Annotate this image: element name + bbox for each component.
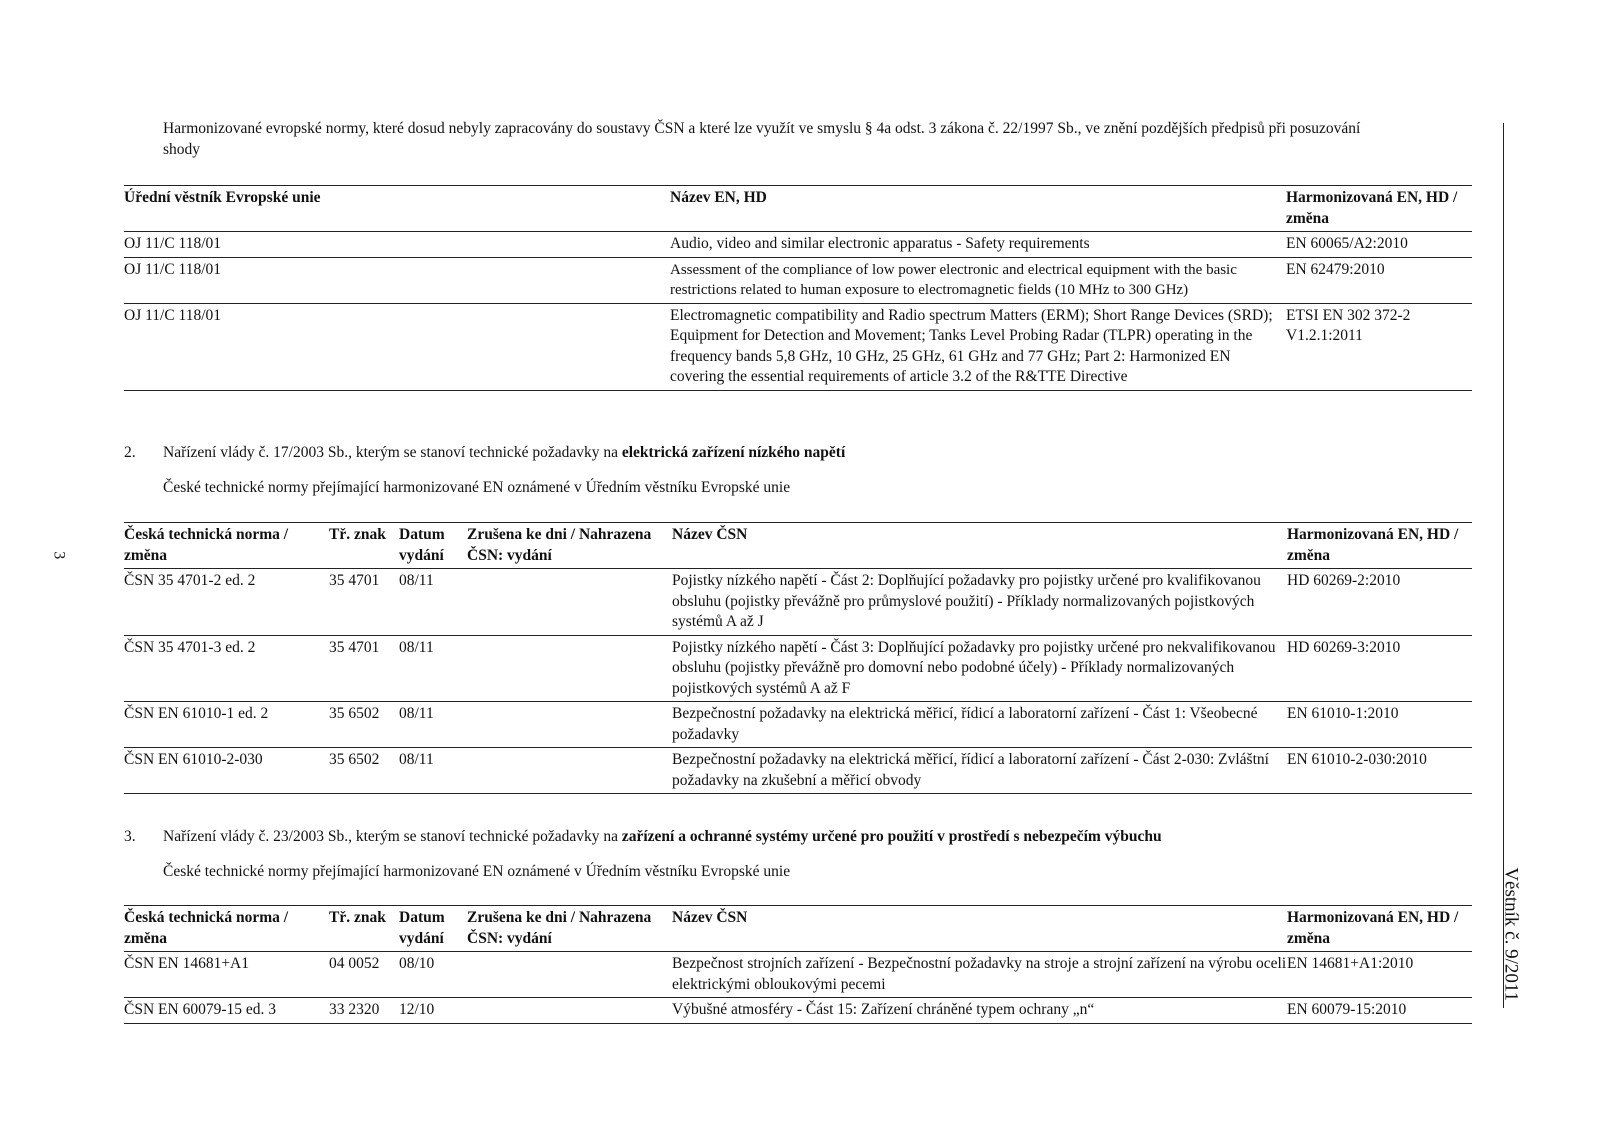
header-title: Název ČSN xyxy=(672,909,748,926)
cell-norm: ČSN EN 60079-15 ed. 3 xyxy=(124,1001,276,1018)
table-row xyxy=(124,257,1472,303)
header-date: Datum vydání xyxy=(399,909,445,947)
cell-date: 08/11 xyxy=(399,751,434,768)
section-number: 3. xyxy=(124,828,136,845)
header-norm: Česká technická norma / změna xyxy=(124,526,289,564)
table-header-row xyxy=(124,523,1472,569)
cell-class: 35 4701 xyxy=(329,638,380,656)
cell-title: Pojistky nízkého napětí - Část 2: Doplňující požadavky pro pojistky určené pro kvalifikovanou obsluhu (pojistky převážně pro průmyslové použití) - Příklady normalizovaných pojistkových systémů A až J xyxy=(672,572,1261,630)
cell-en-hd-title: Electromagnetic compatibility and Radio spectrum Matters (ERM); Short Range Devices (SRD); Equipment for Detection and Movement; Tanks Level Probing Radar (TLPR) operating in the frequency bands 5,8 GHz, 10 GHz, 25 GHz, 61 GHz and 77 GHz; Part 2: Harmonized EN covering the essential requirements of article 3.2 of the R&TTE Directive xyxy=(670,306,1273,385)
cell-class: 33 2320 xyxy=(329,1001,380,1018)
cell-title: Bezpečnostní požadavky na elektrická měřicí, řídicí a laboratorní zařízení - Část 1: Všeobecné požadavky xyxy=(672,705,1258,743)
table-row xyxy=(124,569,1472,636)
header-date: Datum vydání xyxy=(399,526,445,564)
cell-cancelled xyxy=(467,569,672,636)
table-row xyxy=(124,702,1472,748)
cell-harmonized: EN 61010-1:2010 xyxy=(1287,705,1399,722)
cell-norm: ČSN EN 61010-1 ed. 2 xyxy=(124,705,269,722)
cell-title: Bezpečnostní požadavky na elektrická měřicí, řídicí a laboratorní zařízení - Část 2-030: Zvláštní požadavky na zkušební a měřicí obvody xyxy=(672,751,1269,789)
table-section-3 xyxy=(124,905,1472,1024)
section-heading-bold: zařízení a ochranné systémy určené pro použití v prostředí s nebezpečím výbuchu xyxy=(621,828,1162,845)
cell-class: 04 0052 xyxy=(329,955,380,972)
section-2-subtitle: České technické normy přejímající harmonizované EN oznámené v Úředním věstníku Evropské unie xyxy=(163,479,791,496)
table-row xyxy=(124,635,1472,702)
header-en-hd-title: Název EN, HD xyxy=(670,189,767,206)
header-harmonized: Harmonizovaná EN, HD / změna xyxy=(1287,909,1459,947)
cell-cancelled xyxy=(467,748,672,794)
cell-class: 35 6502 xyxy=(329,751,380,768)
cell-norm: ČSN 35 4701-3 ed. 2 xyxy=(124,638,256,656)
header-cancelled: Zrušena ke dni / Nahrazena ČSN: vydání xyxy=(467,909,652,947)
cell-class: 35 6502 xyxy=(329,705,380,722)
cell-official-journal: OJ 11/C 118/01 xyxy=(124,235,222,252)
header-cancelled: Zrušena ke dni / Nahrazena ČSN: vydání xyxy=(467,526,652,564)
cell-norm: ČSN EN 14681+A1 xyxy=(124,955,249,972)
cell-date: 08/11 xyxy=(399,572,434,589)
cell-harmonized: HD 60269-3:2010 xyxy=(1287,638,1401,656)
cell-harmonized: EN 61010-2-030:2010 xyxy=(1287,751,1427,768)
section-3-subtitle: České technické normy přejímající harmonizované EN oznámené v Úředním věstníku Evropské unie xyxy=(163,863,791,880)
table-header-row xyxy=(124,906,1472,952)
table-row xyxy=(124,232,1472,258)
cell-en-hd-title: Audio, video and similar electronic apparatus - Safety requirements xyxy=(670,235,1090,252)
cell-norm: ČSN EN 61010-2-030 xyxy=(124,751,263,768)
cell-cancelled xyxy=(467,635,672,702)
cell-cancelled xyxy=(467,702,672,748)
cell-date: 08/11 xyxy=(399,638,434,656)
cell-harmonized: EN 60065/A2:2010 xyxy=(1286,235,1408,252)
cell-harmonized: HD 60269-2:2010 xyxy=(1287,572,1401,589)
section-heading-bold: elektrická zařízení nízkého napětí xyxy=(621,444,846,461)
cell-norm: ČSN 35 4701-2 ed. 2 xyxy=(124,572,256,589)
cell-title: Pojistky nízkého napětí - Část 3: Doplňující požadavky pro pojistky určené pro nekvalifikovanou obsluhu (pojistky převážně pro domovní nebo podobné účely) - Příklady normalizovaných pojistkových systémů A až F xyxy=(672,638,1276,697)
section-number: 2. xyxy=(124,444,136,461)
header-norm: Česká technická norma / změna xyxy=(124,909,289,947)
cell-date: 08/10 xyxy=(399,955,435,972)
table-section-2 xyxy=(124,522,1472,794)
cell-harmonized: EN 60079-15:2010 xyxy=(1287,1001,1407,1018)
header-class: Tř. znak xyxy=(329,909,386,926)
cell-harmonized: ETSI EN 302 372-2 V1.2.1:2011 xyxy=(1286,306,1411,344)
cell-class: 35 4701 xyxy=(329,572,380,589)
cell-cancelled xyxy=(467,952,672,998)
cell-cancelled xyxy=(467,998,672,1024)
header-harmonized: Harmonizovaná EN, HD / změna xyxy=(1287,526,1459,564)
cell-harmonized: EN 62479:2010 xyxy=(1286,260,1385,278)
journal-title: Věstník č. 9/2011 xyxy=(1500,867,1522,1002)
cell-harmonized: EN 14681+A1:2010 xyxy=(1287,955,1414,972)
table-harmonized-not-adopted xyxy=(124,185,1472,391)
intro-text: Harmonizované evropské normy, které dosud nebyly zapracovány do soustavy ČSN a které lze využít ve smyslu § 4a odst. 3 zákona č. 22/1997 Sb., ve znění pozdějších předpisů při posuzování shody xyxy=(163,120,1361,158)
table-row xyxy=(124,998,1472,1024)
table-row xyxy=(124,748,1472,794)
cell-title: Výbušné atmosféry - Část 15: Zařízení chráněné typem ochrany „n“ xyxy=(672,1001,1095,1018)
table-row xyxy=(124,303,1472,390)
cell-official-journal: OJ 11/C 118/01 xyxy=(124,306,222,324)
header-harmonized: Harmonizovaná EN, HD / změna xyxy=(1286,189,1458,227)
header-title: Název ČSN xyxy=(672,526,748,543)
cell-title: Bezpečnost strojních zařízení - Bezpečnostní požadavky na stroje a strojní zařízení na výrobu oceli elektrickými obloukovými pecemi xyxy=(672,955,1287,993)
table-row xyxy=(124,952,1472,998)
section-heading-text: Nařízení vlády č. 17/2003 Sb., kterým se stanoví technické požadavky na xyxy=(163,444,622,461)
table-header-row xyxy=(124,186,1472,232)
cell-date: 12/10 xyxy=(399,1001,435,1018)
header-class: Tř. znak xyxy=(329,526,386,543)
header-official-journal: Úřední věstník Evropské unie xyxy=(124,189,321,206)
cell-date: 08/11 xyxy=(399,705,434,722)
cell-official-journal: OJ 11/C 118/01 xyxy=(124,260,222,278)
page-number: 3 xyxy=(50,551,68,560)
section-heading-text: Nařízení vlády č. 23/2003 Sb., kterým se stanoví technické požadavky na xyxy=(163,828,622,845)
cell-en-hd-title: Assessment of the compliance of low power electronic and electrical equipment with the basic restrictions related to human exposure to electromagnetic fields (10 MHz to 300 GHz) xyxy=(670,261,1237,298)
